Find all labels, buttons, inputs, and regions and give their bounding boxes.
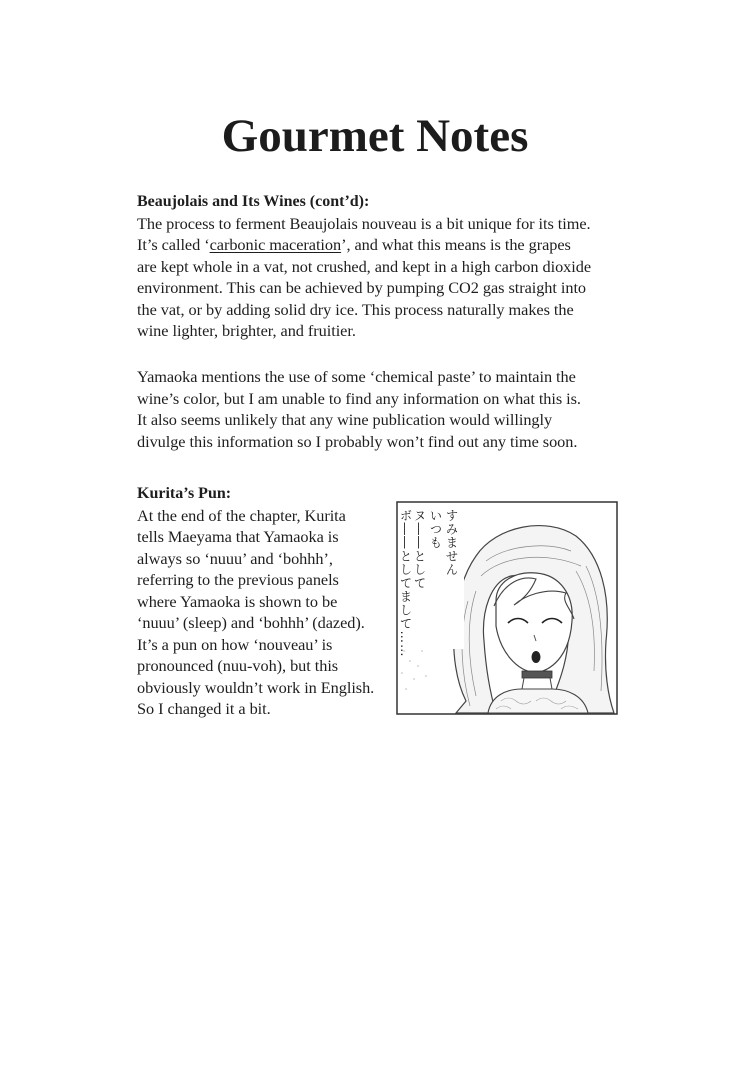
section-kuritas-pun — [137, 483, 397, 720]
text-line: ’, and what this means is the grapes — [341, 235, 571, 254]
chemical-paste-paragraph — [137, 366, 637, 452]
text-line: ‘nuuu’ (sleep) and ‘bohhh’ (dazed). — [137, 613, 365, 632]
mouth — [532, 651, 541, 663]
speech-column: ボ――としてまして…… — [398, 509, 413, 658]
text-line: referring to the previous panels — [137, 570, 339, 589]
text-line: where Yamaoka is shown to be — [137, 591, 338, 611]
text-line: wine’s color, but I am unable to find any information on what this is. — [137, 388, 581, 408]
section-heading-beaujolais: Beaujolais and Its Wines (cont’d): — [137, 193, 370, 210]
text-line: wine lighter, brighter, and fruitier. — [137, 321, 356, 340]
section-beaujolais — [137, 191, 637, 342]
text-line: are kept whole in a vat, not crushed, and kept in a high carbon dioxide — [137, 256, 591, 276]
text-line: divulge this information so I probably won’t find out any time soon. — [137, 431, 578, 451]
choker — [522, 671, 552, 678]
text-line: pronounced (nuu-voh), but this — [137, 656, 339, 675]
text-line: It’s a pun on how ‘nouveau’ is — [137, 634, 333, 654]
speech-column: いつも — [428, 509, 443, 550]
text-line: The process to ferment Beaujolais nouveau is a bit unique for its time. — [137, 213, 591, 233]
speech-column: ヌ――として — [412, 509, 427, 590]
text-line: Yamaoka mentions the use of some ‘chemical paste’ to maintain the — [137, 367, 576, 386]
text-line: always so ‘nuuu’ and ‘bohhh’, — [137, 548, 333, 568]
pun-paragraph — [137, 505, 397, 720]
text-line: So I changed it a bit. — [137, 699, 271, 718]
carbonic-maceration-term: carbonic maceration — [209, 235, 342, 254]
text-line: environment. This can be achieved by pumping CO2 gas straight into — [137, 278, 587, 297]
text-line: It also seems unlikely that any wine publication would willingly — [137, 410, 553, 429]
section-heading-kuritas-pun: Kurita’s Pun: — [137, 485, 232, 502]
text-line: the vat, or by adding solid dry ice. This process naturally makes the — [137, 299, 574, 319]
text-line: obviously wouldn’t work in English. — [137, 677, 375, 697]
speech-column: すみません — [444, 509, 459, 577]
beaujolais-paragraph — [137, 213, 637, 342]
text-line: It’s called ‘ — [137, 235, 210, 254]
text-line: tells Maeyama that Yamaoka is — [137, 527, 339, 546]
text-line: At the end of the chapter, Kurita — [137, 505, 346, 525]
page-title: Gourmet Notes — [221, 110, 529, 162]
manga-panel — [396, 501, 618, 715]
